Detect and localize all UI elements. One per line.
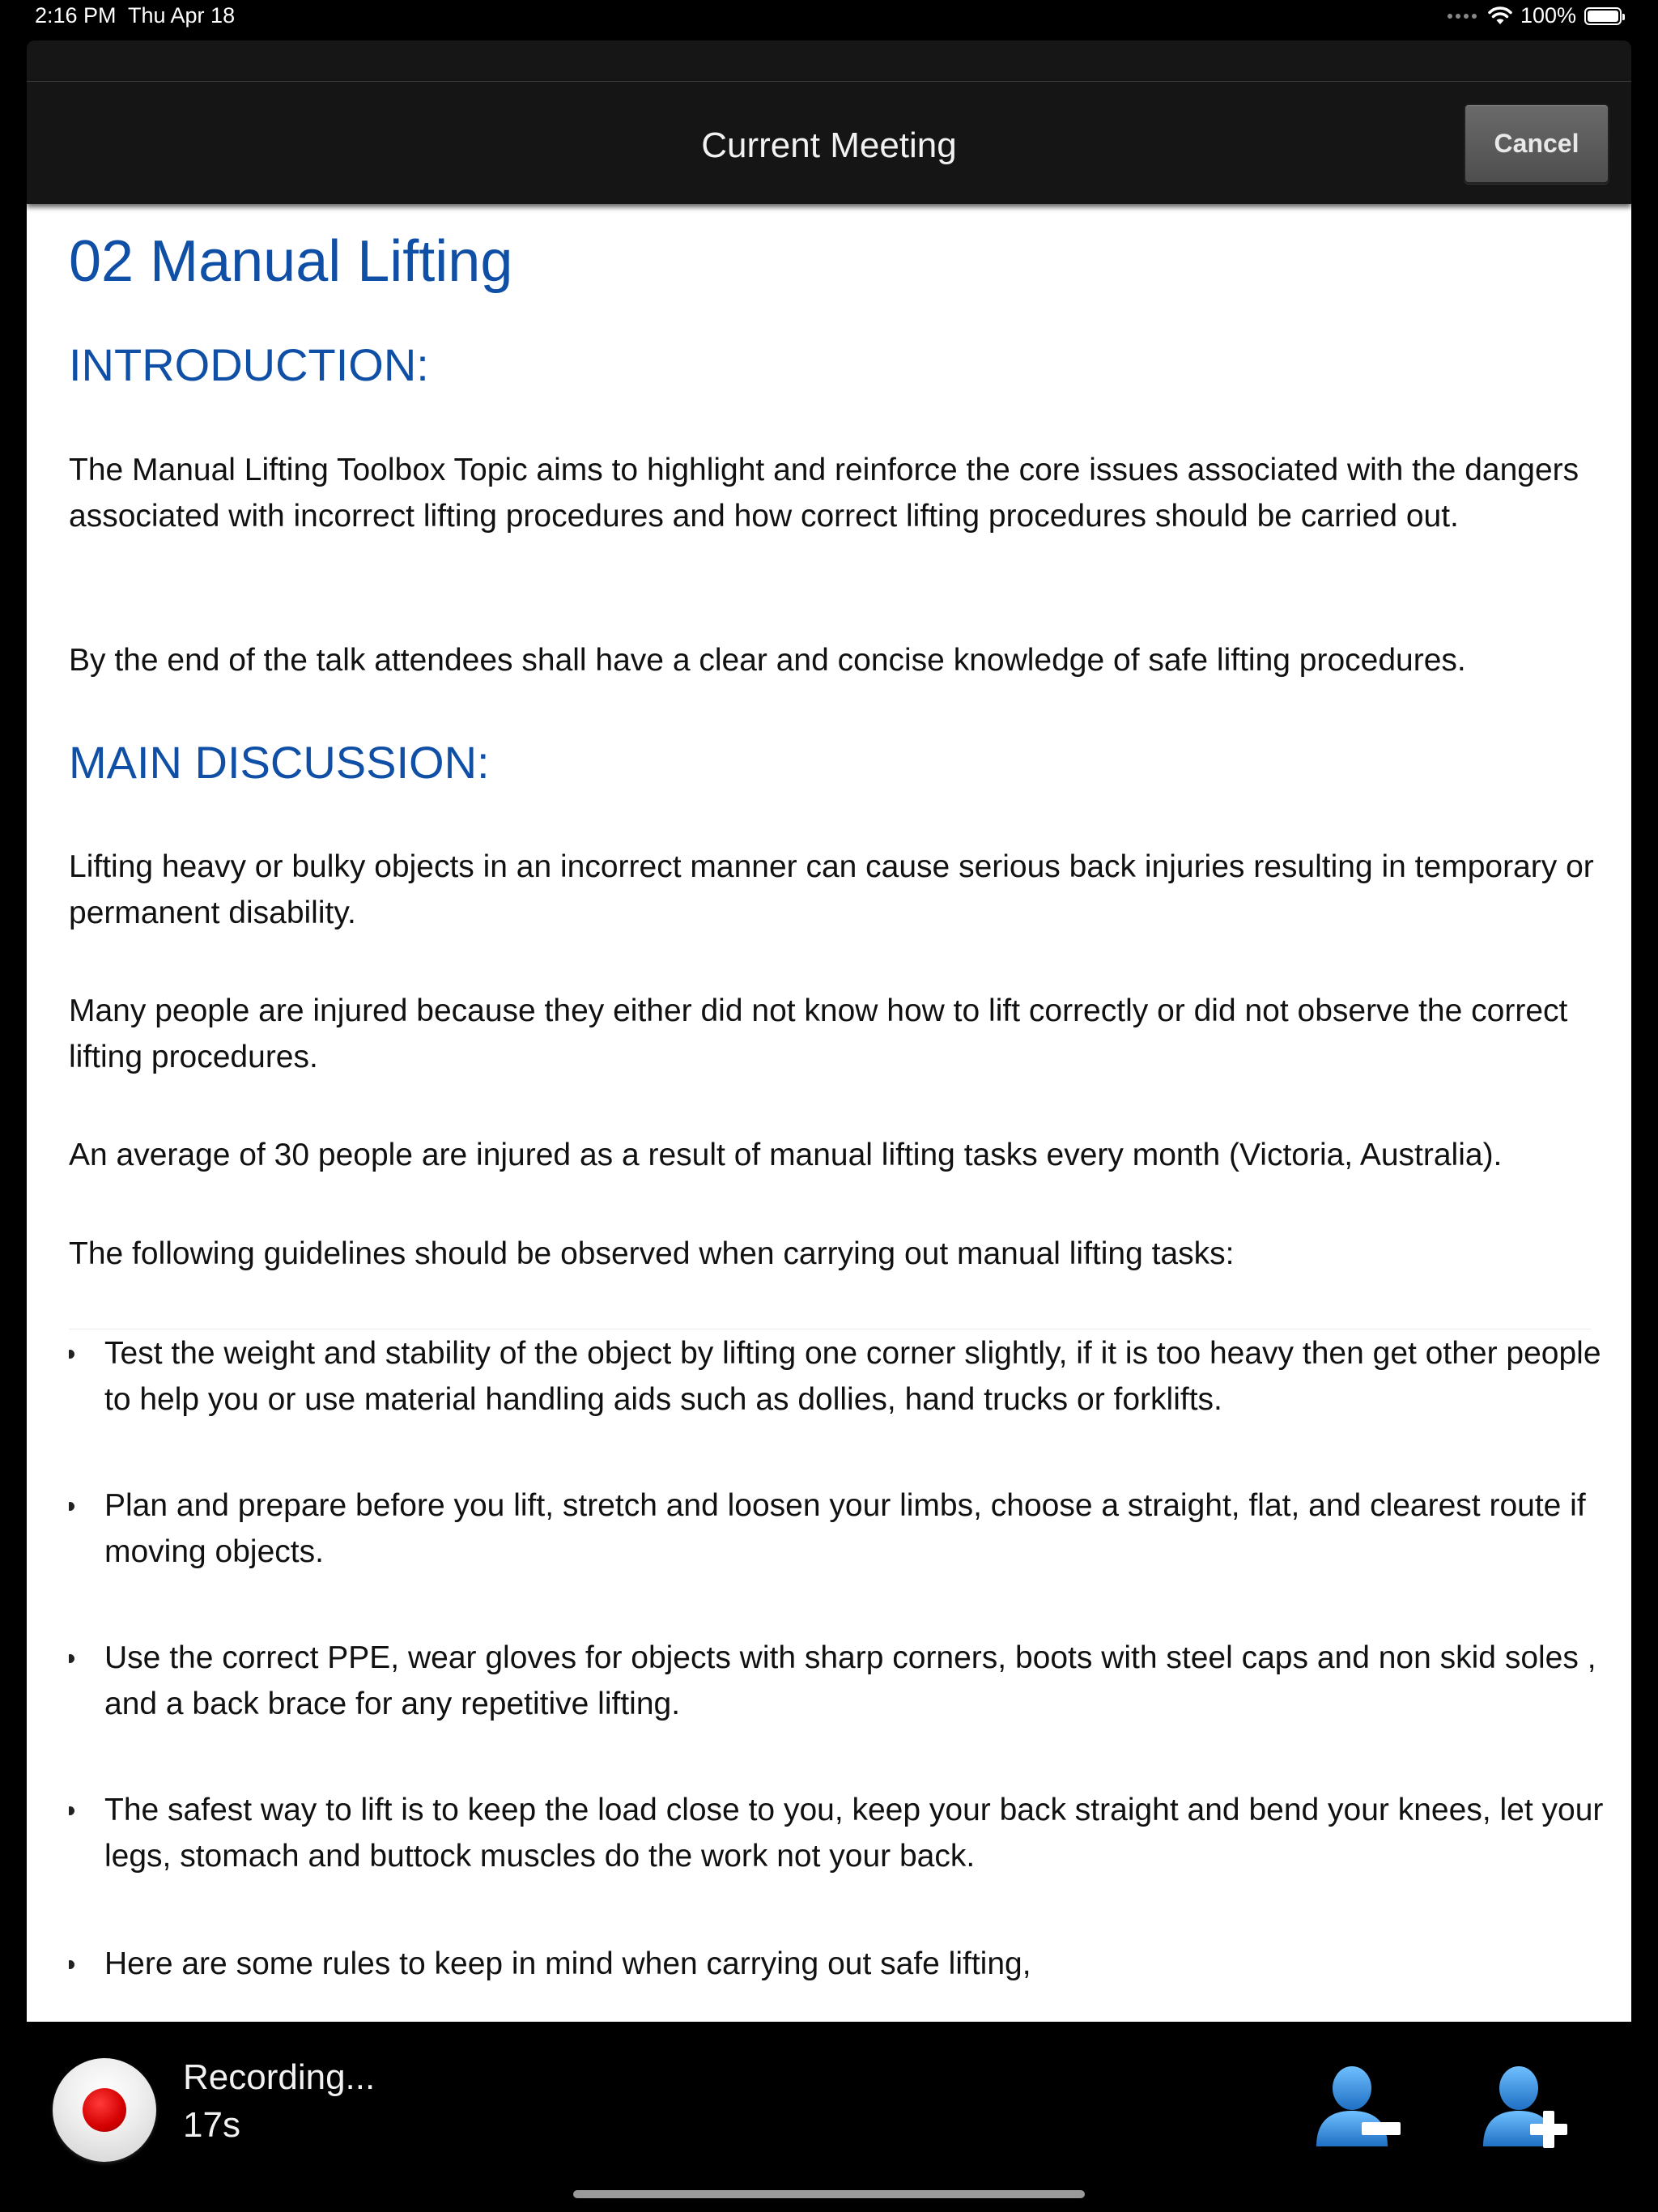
bullet-icon — [69, 1350, 74, 1359]
status-date: Thu Apr 18 — [128, 3, 236, 28]
main-discussion-heading: MAIN DISCUSSION: — [69, 737, 490, 788]
bullet-icon — [69, 1654, 74, 1663]
status-indicators — [1448, 3, 1622, 28]
list-item-text: Plan and prepare before you lift, stretch and loosen your limbs, choose a straight, flat, and clearest route if moving objects. — [104, 1488, 1586, 1569]
remove-attendee-button[interactable] — [1312, 2062, 1409, 2151]
person-remove-icon — [1312, 2062, 1409, 2151]
recording-status: Recording... — [183, 2057, 376, 2097]
list-item-text: Use the correct PPE, wear gloves for objects with sharp corners, boots with steel caps and non skid soles , and a back brace for any repetitive lifting. — [104, 1640, 1596, 1721]
status-bar — [0, 0, 1658, 32]
status-time: 2:16 PM — [35, 3, 117, 28]
record-button[interactable] — [53, 2058, 156, 2162]
nav-bar — [27, 81, 1631, 204]
recording-bar — [0, 2022, 1658, 2212]
battery-icon — [1584, 7, 1622, 25]
battery-percent: 100% — [1520, 3, 1576, 28]
recording-elapsed: 17s — [183, 2105, 240, 2145]
intro-heading: INTRODUCTION: — [69, 339, 429, 390]
bullet-icon — [69, 1960, 74, 1969]
modal-frame-top — [27, 40, 1631, 81]
list-item-text: The safest way to lift is to keep the load close to you, keep your back straight and bend your knees, let your legs, stomach and buttock muscles do the work not your back. — [104, 1793, 1604, 1874]
add-attendee-button[interactable] — [1478, 2062, 1575, 2151]
document-title: 02 Manual Lifting — [69, 229, 513, 294]
main-paragraph: Many people are injured because they either did not know how to lift correctly or did not observe the correct lifting procedures. — [69, 993, 1568, 1074]
cellular-signal-icon — [1448, 14, 1477, 19]
main-paragraph: The following guidelines should be observed when carrying out manual lifting tasks: — [69, 1236, 1235, 1271]
nav-title: Current Meeting — [701, 125, 957, 165]
list-item-text: Test the weight and stability of the object by lifting one corner slightly, if it is too heavy then get other people to help you or use material handling aids such as dollies, hand trucks or forklifts. — [104, 1336, 1601, 1417]
list-item-text: Here are some rules to keep in mind when carrying out safe lifting, — [104, 1946, 1031, 1981]
intro-paragraph: By the end of the talk attendees shall have a clear and concise knowledge of safe lifting procedures. — [69, 643, 1466, 678]
wifi-icon — [1488, 6, 1512, 26]
bullet-icon — [69, 1806, 74, 1815]
bullet-icon — [69, 1502, 74, 1511]
person-add-icon — [1478, 2062, 1575, 2151]
main-paragraph: An average of 30 people are injured as a result of manual lifting tasks every month (Victoria, Australia). — [69, 1138, 1503, 1172]
document-view[interactable] — [27, 204, 1631, 2022]
home-indicator[interactable] — [573, 2190, 1085, 2198]
intro-paragraph: The Manual Lifting Toolbox Topic aims to highlight and reinforce the core issues associated with the dangers associated with incorrect lifting procedures and how correct lifting procedures should be carried out. — [69, 453, 1579, 534]
cancel-button[interactable]: Cancel — [1464, 104, 1609, 184]
main-paragraph: Lifting heavy or bulky objects in an incorrect manner can cause serious back injuries resulting in temporary or permanent disability. — [69, 849, 1594, 930]
record-icon — [83, 2088, 126, 2132]
